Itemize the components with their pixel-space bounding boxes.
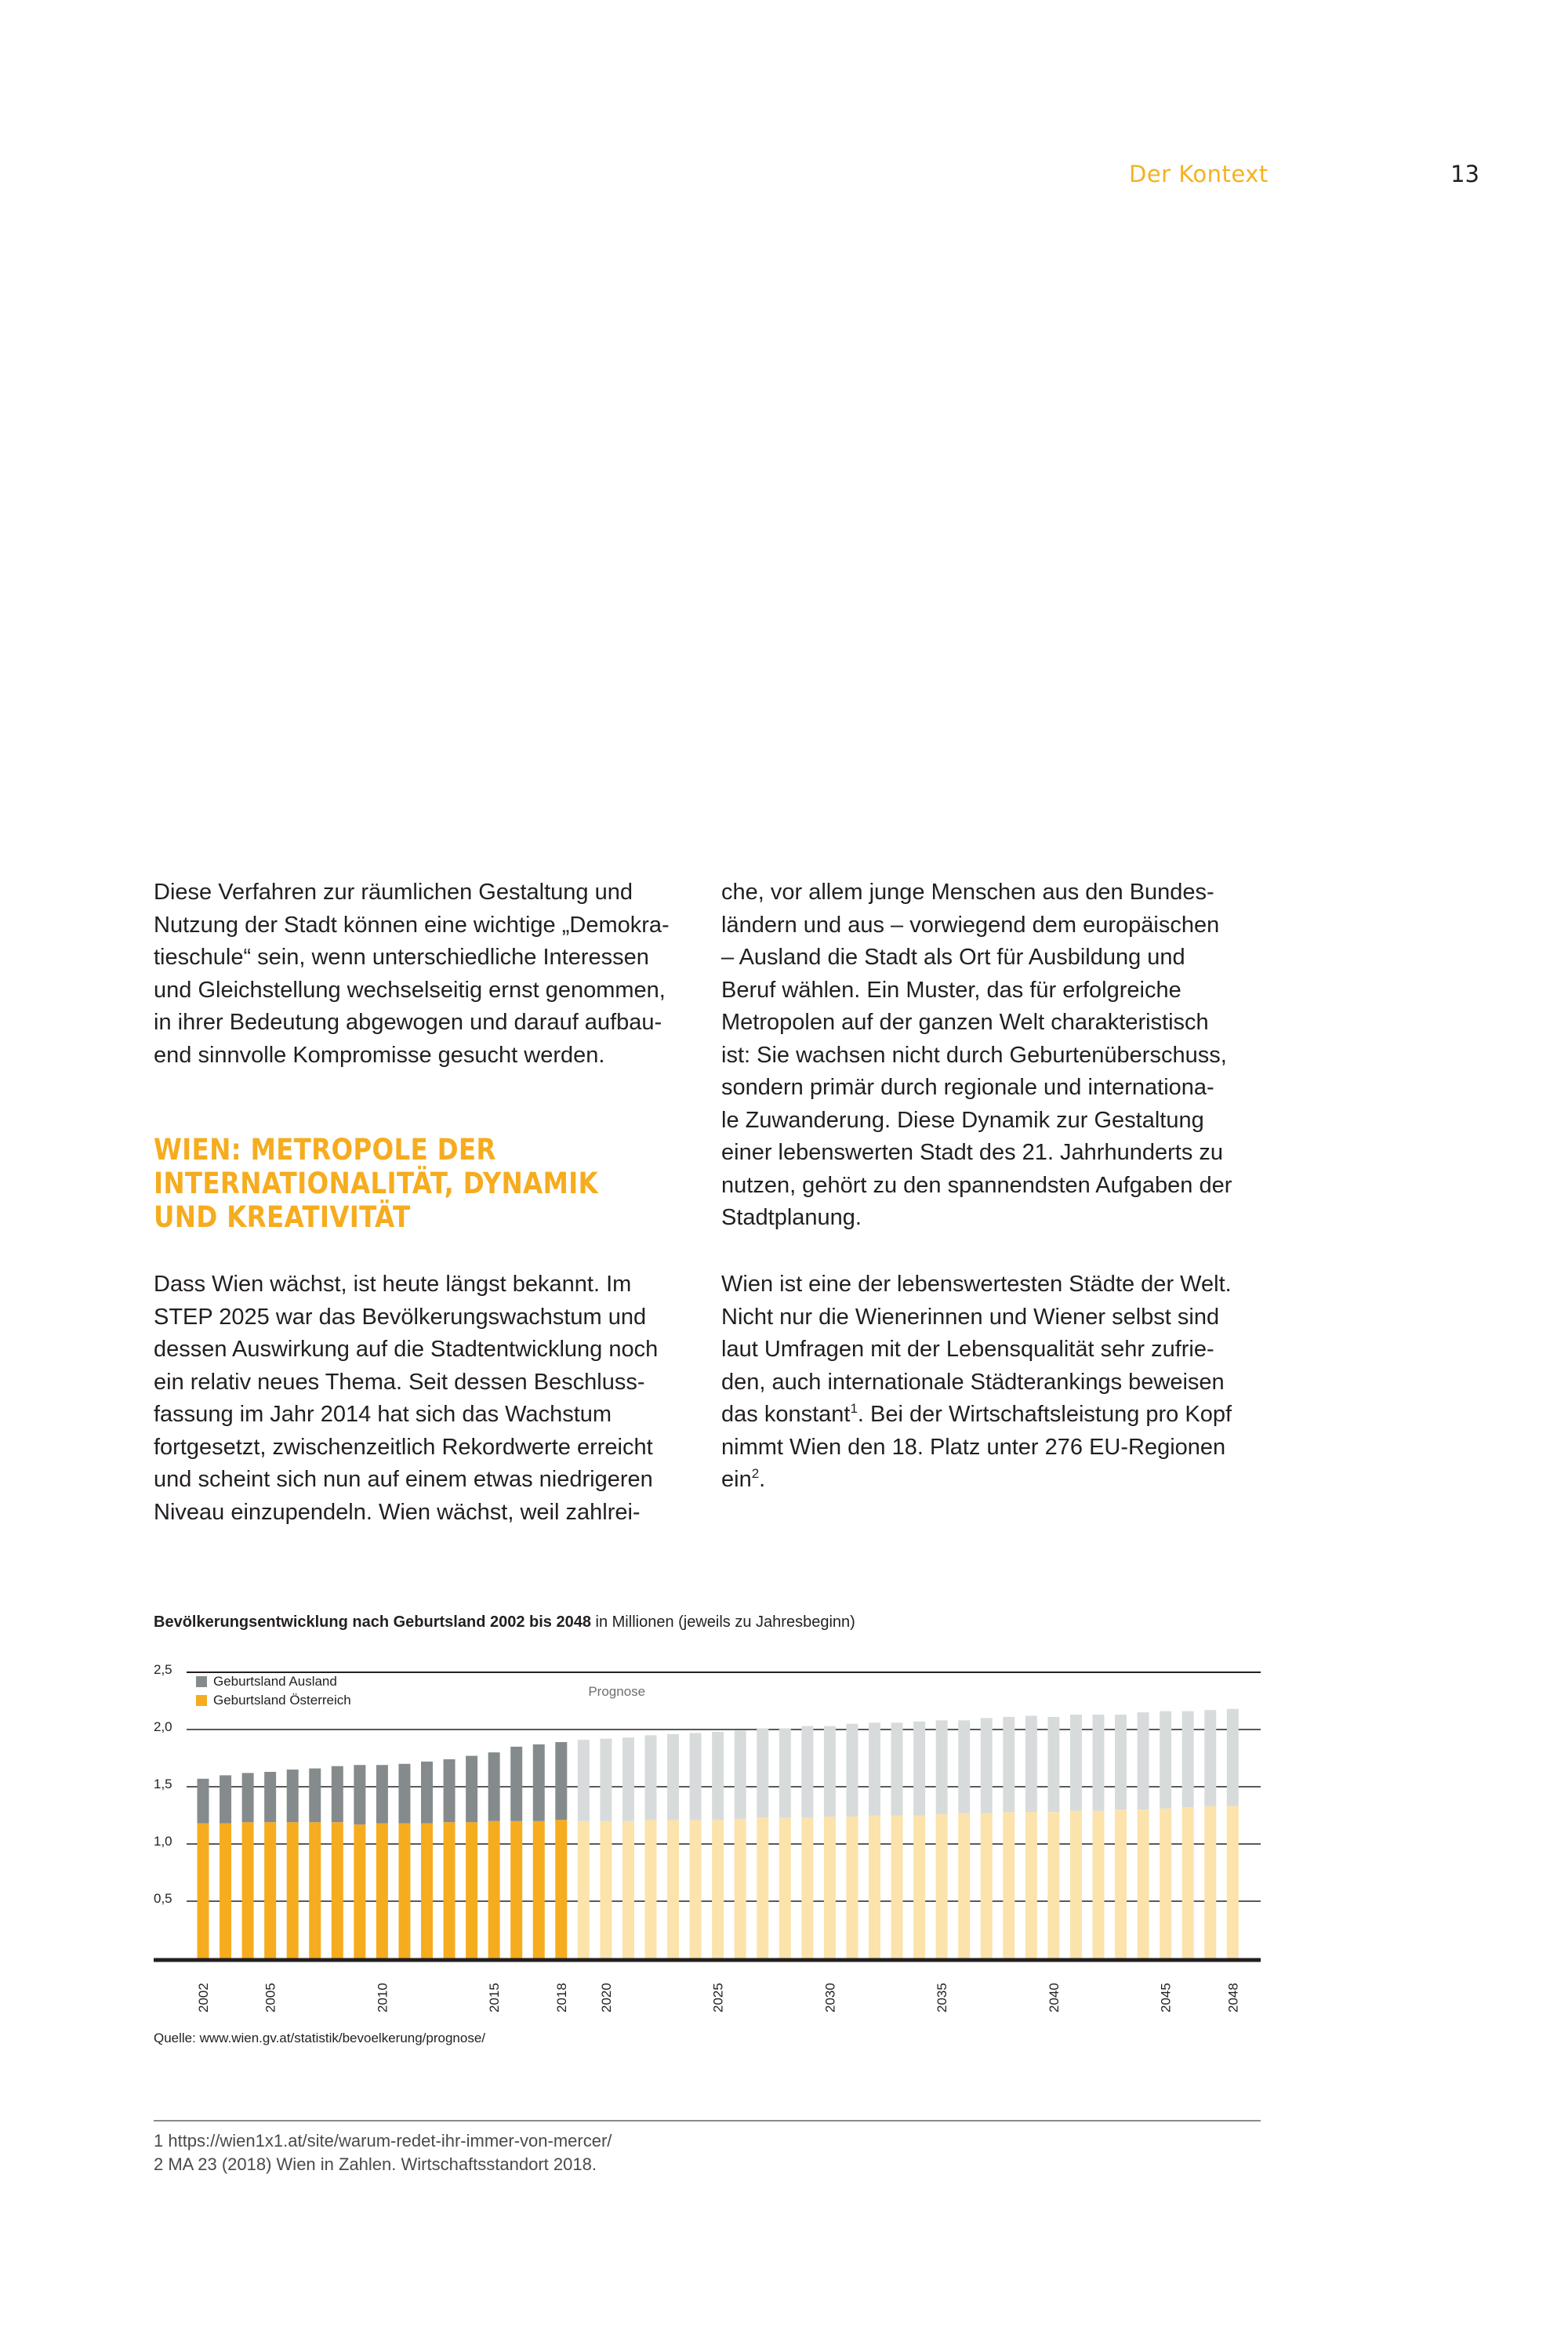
bar-oesterreich-2007 <box>309 1822 321 1958</box>
bar-ausland-2030 <box>824 1726 836 1817</box>
bar-ausland-2019 <box>578 1740 590 1821</box>
bar-ausland-2038 <box>1003 1717 1014 1812</box>
x-tick-label: 2020 <box>598 1983 614 2013</box>
bar-ausland-2034 <box>913 1722 925 1816</box>
bar-ausland-2047 <box>1204 1710 1216 1806</box>
bar-oesterreich-2004 <box>242 1822 254 1958</box>
x-tick-label: 2025 <box>710 1983 726 2013</box>
bar-ausland-2042 <box>1093 1715 1105 1811</box>
bar-oesterreich-2019 <box>578 1821 590 1958</box>
text-fragment: . Bei der Wirtschaftsleistung pro Kopf <box>857 1402 1232 1427</box>
text-fragment: ein <box>721 1467 752 1492</box>
bar-layer <box>198 1709 1239 1958</box>
x-tick-label: 2015 <box>487 1983 503 2013</box>
bar-oesterreich-2042 <box>1093 1811 1105 1958</box>
text-line: Nutzung der Stadt können eine wichtige „Demokra- <box>154 912 670 938</box>
text-line: Dass Wien wächst, ist heute längst bekannt. Im <box>154 1272 632 1297</box>
running-head-section: Der Kontext <box>1129 161 1269 187</box>
heading-line: UND KREATIVITÄT <box>154 1200 411 1234</box>
text-line: sondern primär durch regionale und internationa- <box>721 1075 1214 1100</box>
footnote-divider <box>154 2120 1261 2122</box>
bar-ausland-2004 <box>242 1773 254 1822</box>
bar-ausland-2039 <box>1025 1715 1037 1812</box>
bar-oesterreich-2047 <box>1204 1806 1216 1958</box>
legend-label-ausland: Geburtsland Ausland <box>213 1674 337 1689</box>
bar-ausland-2028 <box>779 1729 791 1818</box>
bar-ausland-2032 <box>869 1722 880 1815</box>
text-line: ist: Sie wachsen nicht durch Geburtenüberschuss, <box>721 1042 1227 1068</box>
bar-oesterreich-2011 <box>398 1824 410 1958</box>
bar-ausland-2007 <box>309 1769 321 1823</box>
bar-ausland-2021 <box>622 1737 634 1821</box>
y-tick-label: 1,0 <box>154 1834 172 1849</box>
bar-oesterreich-2022 <box>645 1820 657 1958</box>
text-line: und Gleichstellung wechselseitig ernst genommen, <box>154 977 666 1003</box>
chart-title-unit: in Millionen (jeweils zu Jahresbeginn) <box>590 1613 855 1631</box>
bar-oesterreich-2026 <box>735 1819 746 1958</box>
bar-ausland-2043 <box>1115 1715 1127 1809</box>
bar-oesterreich-2034 <box>913 1816 925 1959</box>
bar-ausland-2022 <box>645 1735 657 1820</box>
bar-oesterreich-2021 <box>622 1821 634 1958</box>
text-line: Diese Verfahren zur räumlichen Gestaltung und <box>154 880 633 905</box>
page-number: 13 <box>1450 161 1479 187</box>
text-line: Wien ist eine der lebenswertesten Städte der Welt. <box>721 1272 1232 1297</box>
heading-line: INTERNATIONALITÄT, DYNAMIK <box>154 1167 599 1200</box>
bar-ausland-2018 <box>555 1742 567 1820</box>
bar-ausland-2035 <box>936 1720 948 1814</box>
bar-oesterreich-2048 <box>1227 1806 1239 1958</box>
text-line: nimmt Wien den 18. Platz unter 276 EU-Regionen <box>721 1434 1226 1460</box>
bar-ausland-2016 <box>510 1747 522 1821</box>
bar-ausland-2033 <box>891 1722 903 1815</box>
bar-oesterreich-2032 <box>869 1816 880 1959</box>
bar-ausland-2009 <box>354 1765 365 1824</box>
text-line: den, auch internationale Städterankings beweisen <box>721 1369 1225 1395</box>
text-fragment: . <box>759 1467 766 1492</box>
x-tick-label: 2005 <box>263 1983 278 2013</box>
bar-ausland-2036 <box>958 1720 970 1813</box>
bar-oesterreich-2014 <box>466 1822 477 1958</box>
bar-ausland-2046 <box>1182 1711 1194 1808</box>
bar-ausland-2027 <box>757 1729 768 1818</box>
bar-oesterreich-2009 <box>354 1824 365 1958</box>
legend-swatch-oesterreich <box>196 1695 207 1706</box>
bar-ausland-2048 <box>1227 1709 1239 1806</box>
bar-oesterreich-2044 <box>1138 1809 1149 1958</box>
bar-oesterreich-2035 <box>936 1814 948 1958</box>
bar-oesterreich-2006 <box>287 1822 299 1958</box>
text-fragment: das konstant <box>721 1402 851 1427</box>
bar-ausland-2031 <box>846 1724 858 1817</box>
heading-line: WIEN: METROPOLE DER <box>154 1133 496 1167</box>
bar-ausland-2023 <box>667 1734 679 1820</box>
text-line: ein relativ neues Thema. Seit dessen Beschluss- <box>154 1369 645 1395</box>
bar-oesterreich-2045 <box>1160 1809 1171 1958</box>
footnote-1: 1 https://wien1x1.at/site/warum-redet-ihr-immer-von-mercer/ <box>154 2131 612 2151</box>
y-tick-label: 0,5 <box>154 1891 172 1906</box>
text-line: fortgesetzt, zwischenzeitlich Rekordwerte erreicht <box>154 1434 653 1460</box>
bar-oesterreich-2003 <box>220 1824 231 1958</box>
text-line: ländern und aus – vorwiegend dem europäischen <box>721 912 1220 938</box>
text-line: Nicht nur die Wienerinnen und Wiener selbst sind <box>721 1304 1220 1330</box>
bar-ausland-2024 <box>690 1733 702 1820</box>
y-tick-label: 2,0 <box>154 1719 172 1734</box>
chart-source: Quelle: www.wien.gv.at/statistik/bevoelkerung/prognose/ <box>154 2031 486 2045</box>
text-line: und scheint sich nun auf einem etwas niedrigeren <box>154 1467 653 1492</box>
text-line: che, vor allem junge Menschen aus den Bundes- <box>721 880 1214 905</box>
text-line: tieschule“ sein, wenn unterschiedliche Interessen <box>154 945 649 970</box>
bar-oesterreich-2005 <box>264 1822 276 1958</box>
bar-oesterreich-2040 <box>1047 1812 1059 1958</box>
chart-title-bold: Bevölkerungsentwicklung nach Geburtsland 2002 bis 2048 <box>154 1613 591 1631</box>
bar-ausland-2040 <box>1047 1717 1059 1812</box>
bar-oesterreich-2020 <box>600 1821 612 1958</box>
x-tick-label: 2040 <box>1046 1983 1062 2013</box>
footnote-2: 2 MA 23 (2018) Wien in Zahlen. Wirtschaftsstandort 2018. <box>154 2154 597 2174</box>
bar-ausland-2045 <box>1160 1711 1171 1809</box>
bar-oesterreich-2023 <box>667 1820 679 1958</box>
text-line: nutzen, gehört zu den spannendsten Aufgaben der <box>721 1172 1232 1198</box>
bar-ausland-2020 <box>600 1739 612 1821</box>
text-line: le Zuwanderung. Diese Dynamik zur Gestaltung <box>721 1107 1204 1133</box>
y-tick-label: 1,5 <box>154 1777 172 1791</box>
bar-ausland-2002 <box>198 1779 209 1824</box>
bar-oesterreich-2028 <box>779 1817 791 1958</box>
bar-oesterreich-2017 <box>533 1821 545 1958</box>
text-line: dessen Auswirkung auf die Stadtentwicklung noch <box>154 1337 659 1362</box>
bar-ausland-2012 <box>421 1762 433 1824</box>
bar-oesterreich-2041 <box>1070 1811 1082 1958</box>
bar-oesterreich-2018 <box>555 1820 567 1958</box>
bar-ausland-2026 <box>735 1730 746 1818</box>
bar-ausland-2025 <box>712 1732 724 1820</box>
footnote-ref-2[interactable]: 2 <box>751 1466 760 1481</box>
text-line: einer lebenswerten Stadt des 21. Jahrhunderts zu <box>721 1140 1224 1165</box>
bar-ausland-2013 <box>444 1759 456 1822</box>
bar-ausland-2017 <box>533 1744 545 1821</box>
bar-oesterreich-2008 <box>332 1822 343 1958</box>
bar-ausland-2011 <box>398 1764 410 1824</box>
bar-ausland-2005 <box>264 1772 276 1822</box>
bar-oesterreich-2031 <box>846 1817 858 1958</box>
bar-ausland-2015 <box>488 1752 500 1821</box>
text-line: laut Umfragen mit der Lebensqualität sehr zufrie- <box>721 1337 1214 1362</box>
x-tick-label: 2002 <box>196 1983 211 2013</box>
x-tick-label: 2018 <box>554 1983 569 2013</box>
bar-ausland-2008 <box>332 1766 343 1823</box>
bar-ausland-2044 <box>1138 1712 1149 1809</box>
text-line: Niveau einzupendeln. Wien wächst, weil zahlrei- <box>154 1499 641 1525</box>
bar-oesterreich-2025 <box>712 1820 724 1958</box>
legend-swatch-ausland <box>196 1676 207 1687</box>
x-tick-label: 2035 <box>935 1983 950 2013</box>
legend <box>196 1674 645 1708</box>
bar-ausland-2003 <box>220 1775 231 1823</box>
x-tick-label: 2010 <box>375 1983 390 2013</box>
x-tick-label: 2048 <box>1225 1983 1241 2013</box>
bar-oesterreich-2036 <box>958 1813 970 1958</box>
y-tick-label: 2,5 <box>154 1662 172 1677</box>
text-line: Beruf wählen. Ein Muster, das für erfolgreiche <box>721 977 1181 1003</box>
bar-oesterreich-2029 <box>801 1817 813 1958</box>
bar-oesterreich-2010 <box>376 1824 388 1958</box>
text-line: fassung im Jahr 2014 hat sich das Wachstum <box>154 1402 612 1427</box>
bar-ausland-2014 <box>466 1756 477 1823</box>
bar-oesterreich-2038 <box>1003 1812 1014 1958</box>
bar-oesterreich-2016 <box>510 1821 522 1958</box>
text-line: Metropolen auf der ganzen Welt charakteristisch <box>721 1010 1209 1035</box>
bar-oesterreich-2012 <box>421 1824 433 1958</box>
bar-oesterreich-2043 <box>1115 1809 1127 1958</box>
x-tick-label: 2045 <box>1158 1983 1174 2013</box>
bar-oesterreich-2027 <box>757 1817 768 1958</box>
bar-ausland-2006 <box>287 1769 299 1822</box>
forecast-label: Prognose <box>588 1684 646 1699</box>
bar-oesterreich-2033 <box>891 1816 903 1959</box>
bar-oesterreich-2046 <box>1182 1807 1194 1958</box>
text-line: end sinnvolle Kompromisse gesucht werden. <box>154 1042 605 1068</box>
bar-oesterreich-2013 <box>444 1822 456 1958</box>
bar-oesterreich-2024 <box>690 1820 702 1958</box>
footnote-ref-1[interactable]: 1 <box>850 1401 858 1416</box>
bar-oesterreich-2037 <box>981 1813 993 1958</box>
legend-label-oesterreich: Geburtsland Österreich <box>213 1693 351 1708</box>
bar-ausland-2010 <box>376 1765 388 1823</box>
bar-ausland-2037 <box>981 1718 993 1813</box>
bar-oesterreich-2030 <box>824 1817 836 1958</box>
text-line: – Ausland die Stadt als Ort für Ausbildung und <box>721 945 1185 970</box>
bar-ausland-2041 <box>1070 1715 1082 1811</box>
text-line: in ihrer Bedeutung abgewogen und darauf aufbau- <box>154 1010 662 1035</box>
text-line: Stadtplanung. <box>721 1205 862 1230</box>
bar-oesterreich-2002 <box>198 1824 209 1958</box>
footnotes <box>154 2129 612 2176</box>
text-line: STEP 2025 war das Bevölkerungswachstum und <box>154 1304 647 1330</box>
bar-oesterreich-2039 <box>1025 1812 1037 1958</box>
x-tick-label: 2030 <box>822 1983 838 2013</box>
bar-ausland-2029 <box>801 1726 813 1818</box>
bar-oesterreich-2015 <box>488 1821 500 1958</box>
